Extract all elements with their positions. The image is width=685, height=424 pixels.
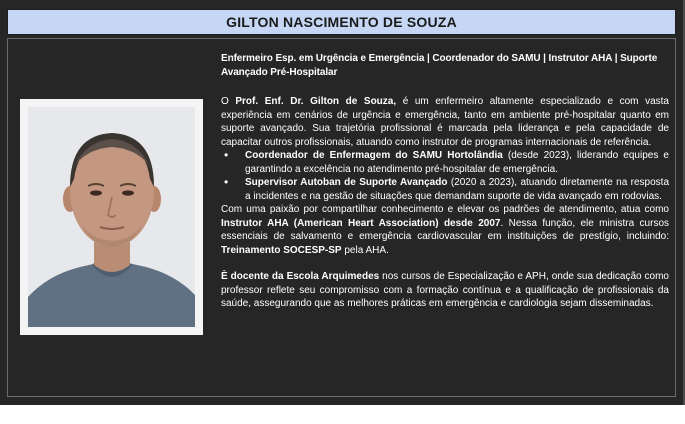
role-description: (2020 a 2023), atuando diretamente na resposta a incidentes e na gestão de situações que demandam suporte de vida avançado em rodovias. xyxy=(245,177,670,202)
aha-highlight: Instrutor AHA (American Heart Association) desde 2007 xyxy=(221,217,501,229)
intro-pre: O xyxy=(221,96,236,107)
portrait-illustration xyxy=(28,107,195,327)
aha-post: pela AHA. xyxy=(341,244,389,256)
profile-name: GILTON NASCIMENTO DE SOUZA xyxy=(226,14,457,30)
roles-list xyxy=(221,149,669,203)
aha-paragraph xyxy=(221,203,669,257)
teaching-paragraph xyxy=(221,270,669,311)
profile-subtitle: Enfermeiro Esp. em Urgência e Emergência | Coordenador do SAMU | Instrutor AHA | Suporte Avançado Pré-Hospitalar xyxy=(221,53,658,78)
role-item xyxy=(221,176,669,203)
teaching-highlight: È docente da Escola Arquimedes xyxy=(221,271,380,282)
aha-text: . Nessa função, ele ministra cursos essenciais de salvamento e emergência cardiovascular em instituições de prestígio, incluindo: xyxy=(221,217,670,242)
role-title: Coordenador de Enfermagem do SAMU Hortolândia xyxy=(245,150,503,161)
profile-photo xyxy=(28,107,195,327)
bio-text xyxy=(221,52,669,311)
socesp-highlight: Treinamento SOCESP-SP xyxy=(221,244,342,256)
aha-pre: Com uma paixão por compartilhar conhecimento e elevar os padrões de atendimento, atua como xyxy=(221,204,669,215)
name-header xyxy=(7,9,676,35)
role-item xyxy=(221,149,669,176)
intro-highlight: Prof. Enf. Dr. Gilton de Souza, xyxy=(235,96,397,107)
intro-paragraph xyxy=(221,95,669,149)
photo-frame xyxy=(20,99,203,335)
role-description: (desde 2023), liderando equipes e garantindo a excelência no atendimento pré-hospitalar de emergência. xyxy=(245,150,669,175)
role-title: Supervisor Autoban de Suporte Avançado xyxy=(245,177,448,188)
paragraph-gap xyxy=(221,257,669,270)
teaching-text: nos cursos de Especialização e APH, onde sua dedicação como professor reflete seu compromisso com a formação contínua e a qualificação de profissionais da saúde, assegurando que as melhores práticas em emergência e cardiologia sejam disseminadas. xyxy=(221,271,669,309)
intro-text: é um enfermeiro altamente especializado e com vasta experiência em cenários de urgência e emergência, tanto em ambiente pré-hospitalar quanto em suporte avançado. Sua trajetória profissional é marcada pela liderança e pela capacidade de capacitar outros profissionais, atuando como instrutor de programas internacionais de referência. xyxy=(221,96,669,148)
